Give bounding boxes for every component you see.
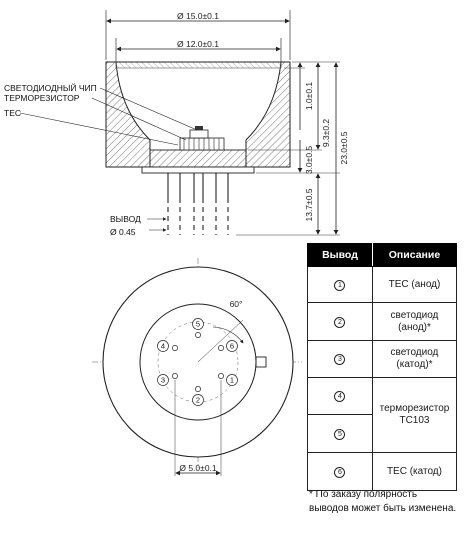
pin-label-3: 3 <box>160 375 166 385</box>
pin-number: 2 <box>334 317 345 328</box>
dim-cup-height: 9.3±0.2 <box>321 118 331 148</box>
dim-lead-length: 13.7±0.5 <box>304 188 314 222</box>
table-header-description: Описание <box>372 244 456 267</box>
pin-description: светодиод (катод)* <box>372 341 456 378</box>
table-header-pin: Вывод <box>308 244 373 267</box>
pin-description: TEC (анод) <box>372 267 456 303</box>
pin-number: 4 <box>334 391 345 402</box>
dim-lead-diameter: Ø 0.45 <box>110 227 136 237</box>
pin-number: 5 <box>334 429 345 440</box>
key-tab <box>256 357 266 367</box>
pin-number: 3 <box>334 354 345 365</box>
pin-label-5: 5 <box>195 319 201 329</box>
side-view <box>4 10 349 237</box>
pin-description: терморезистор TC103 <box>372 378 456 453</box>
pin-number: 1 <box>334 280 345 291</box>
table-row <box>308 303 457 341</box>
pin-description: светодиод (анод)* <box>372 303 456 341</box>
label-tec: TEC <box>4 108 21 118</box>
footnote: * По заказу полярность выводов может быть изменена. <box>309 489 457 514</box>
header-base <box>150 150 246 167</box>
table-row <box>308 453 457 491</box>
dim-cap-depth: 1.0±0.1 <box>304 81 314 111</box>
label-lead: ВЫВОД <box>110 214 141 224</box>
pinout-table <box>307 243 457 491</box>
housing-left-wall <box>106 62 150 167</box>
flange <box>142 167 254 173</box>
dim-angle: 60° <box>229 299 243 309</box>
pin-label-6: 6 <box>229 341 235 351</box>
housing-right-wall <box>246 62 290 167</box>
dim-inner-diameter: Ø 12.0±0.1 <box>177 39 219 49</box>
dim-total-height: 23.0±0.5 <box>339 131 349 165</box>
dim-outer-diameter: Ø 15.0±0.1 <box>177 11 219 21</box>
pin-number: 6 <box>334 467 345 478</box>
dim-base-height: 3.0±0.5 <box>304 145 314 175</box>
label-thermistor: ТЕРМОРЕЗИСТОР <box>4 93 80 103</box>
dim-pin-circle: Ø 5.0±0.1 <box>179 463 217 473</box>
led-chip <box>190 130 208 138</box>
tec-element <box>180 138 224 150</box>
pin-label-2: 2 <box>195 395 201 405</box>
pin-label-1: 1 <box>229 375 235 385</box>
table-row <box>308 267 457 303</box>
pin-description: TEC (катод) <box>372 453 456 491</box>
label-led-chip: СВЕТОДИОДНЫЙ ЧИП <box>4 83 97 93</box>
pin-label-4: 4 <box>160 341 166 351</box>
lens-cap <box>116 62 281 68</box>
table-row <box>308 378 457 415</box>
bottom-view <box>92 258 302 476</box>
table-row <box>308 341 457 378</box>
